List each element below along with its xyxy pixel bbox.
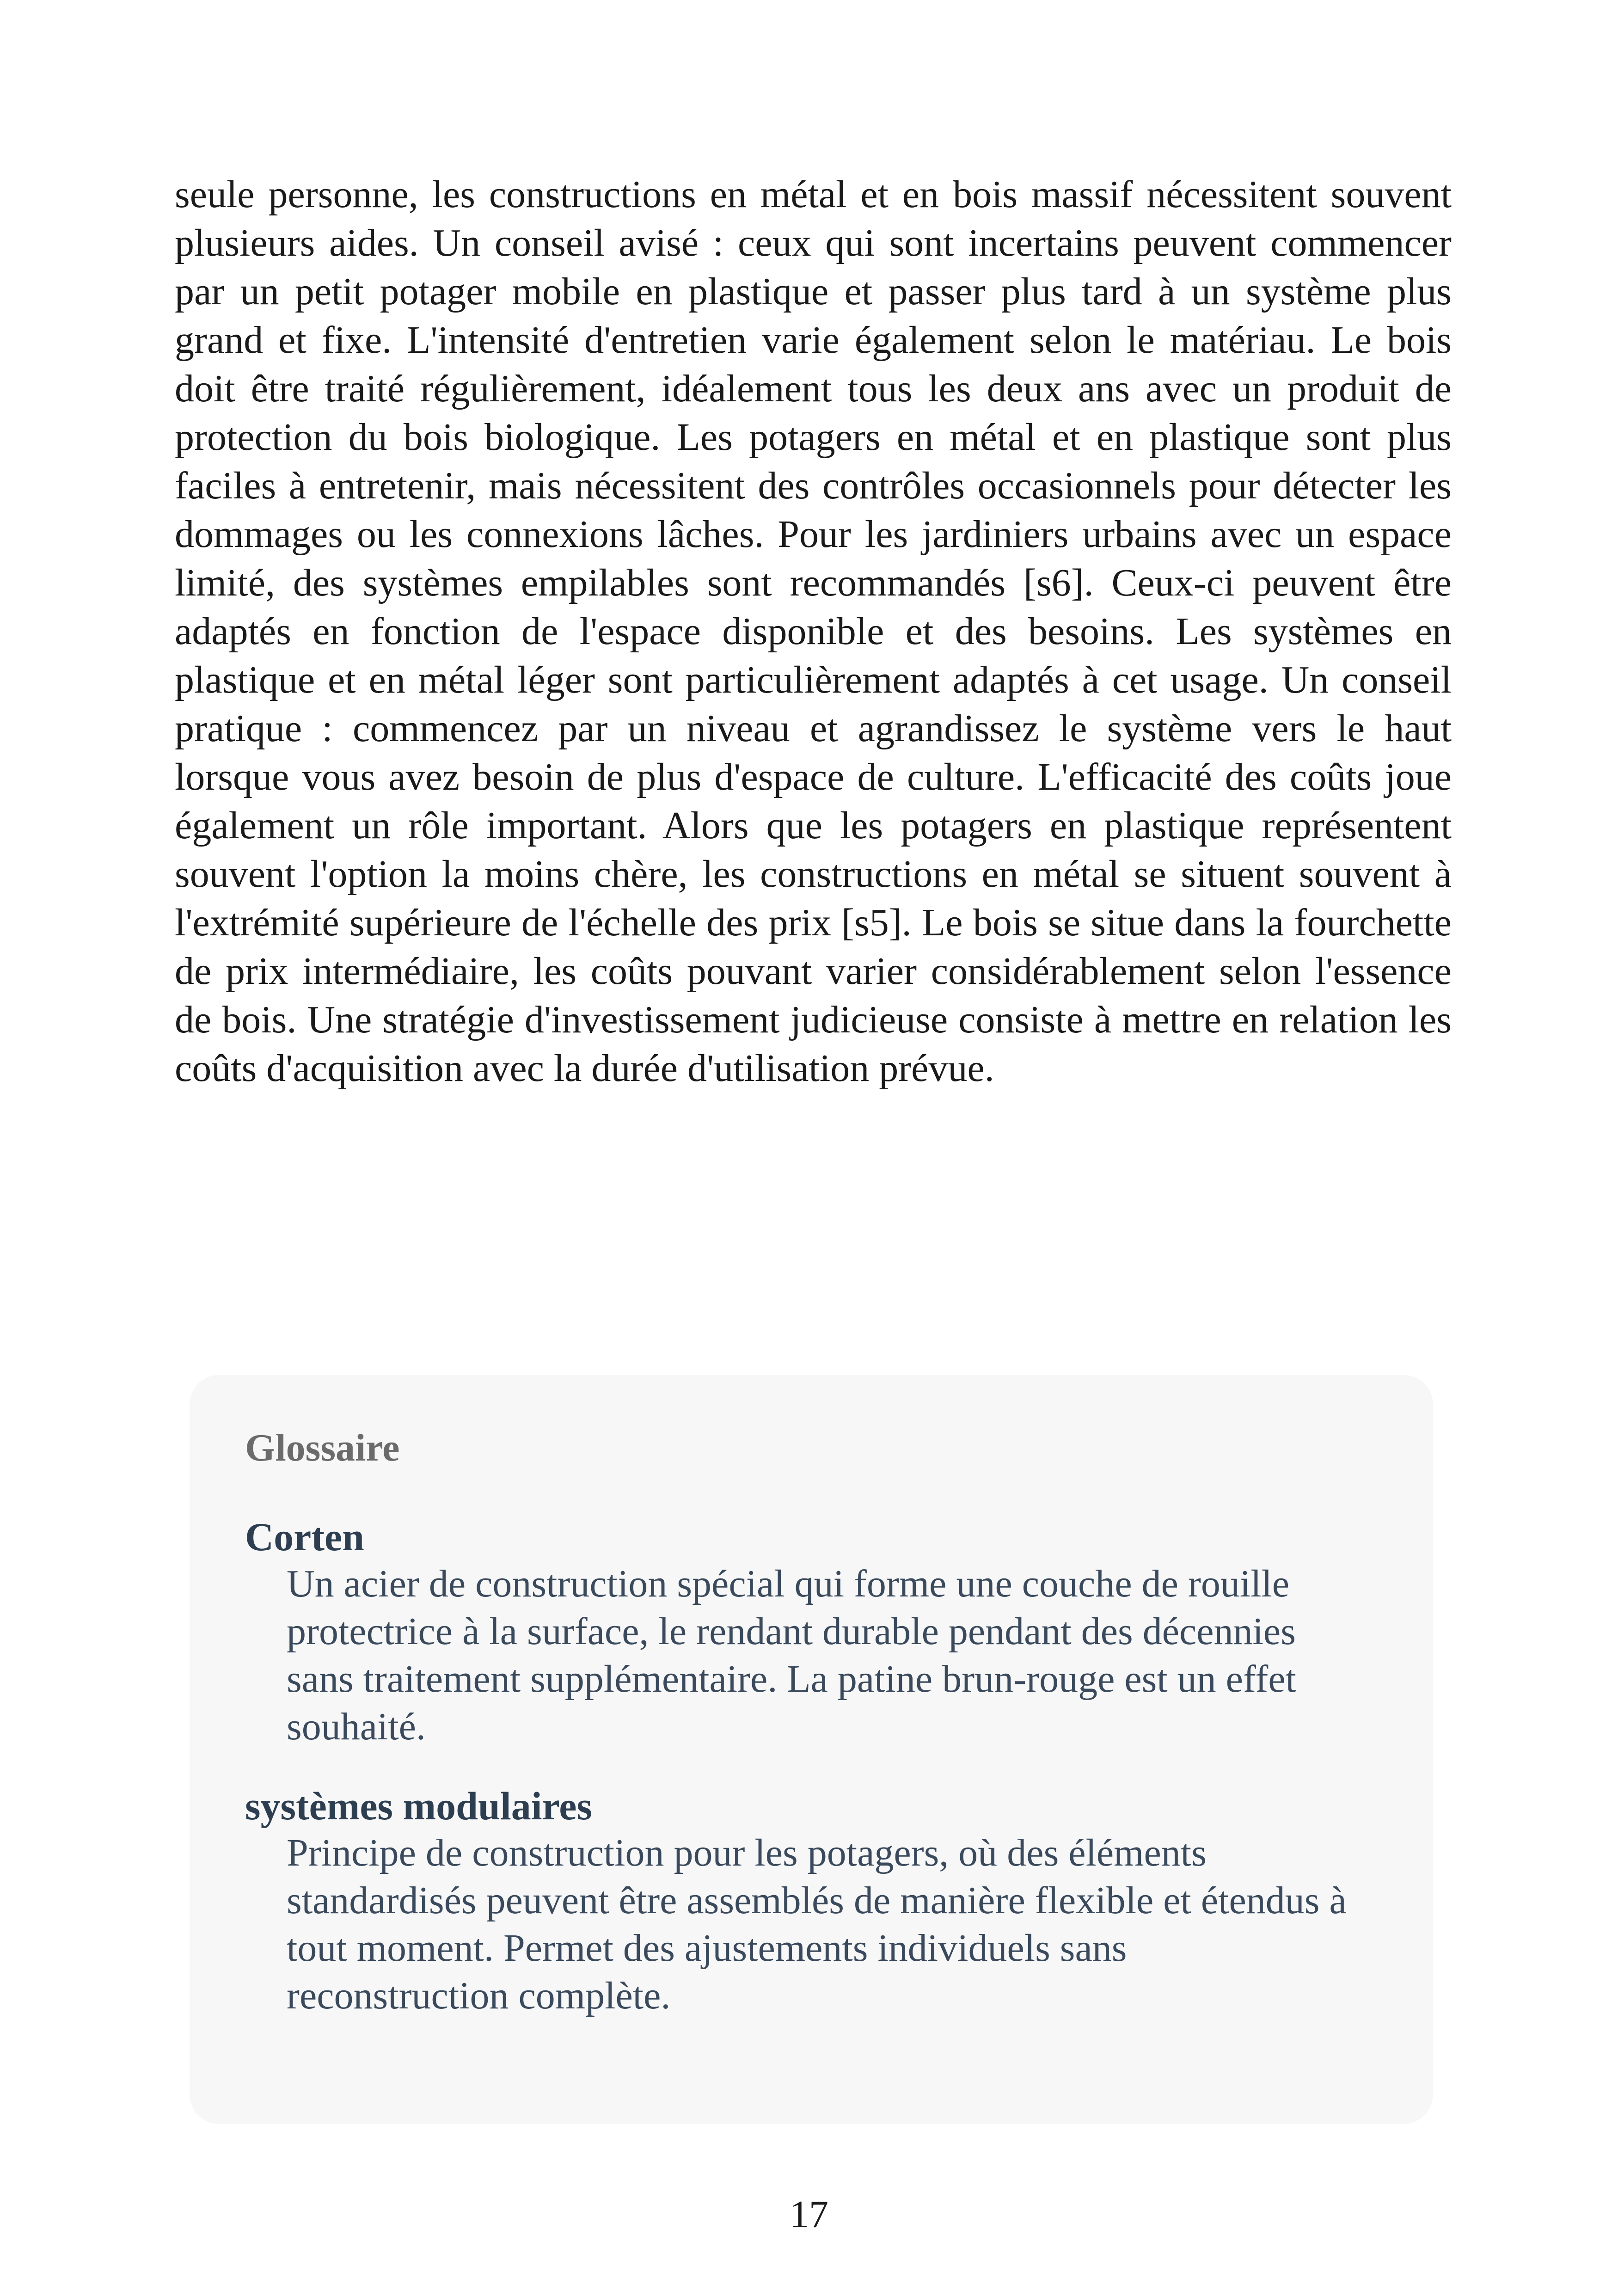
glossary-box xyxy=(190,1375,1433,2124)
glossary-term: Corten xyxy=(245,1515,364,1559)
glossary-term: systèmes modulaires xyxy=(245,1784,592,1828)
glossary-definition: Un acier de construction spécial qui forme une couche de rouille protectrice à la surface, le rendant durable pendant des décennies sans traitement supplémentaire. La patine brun-rouge est un effet souhaité. xyxy=(287,1562,1296,1748)
page-number: 17 xyxy=(790,2193,828,2236)
glossary-entry xyxy=(245,1514,1378,1750)
glossary-definition: Principe de construction pour les potagers, où des éléments standardisés peuvent être assemblés de manière flexible et étendus à tout moment. Permet des ajustements individuels sans reconstruction complète. xyxy=(287,1831,1347,2017)
glossary-entry xyxy=(245,1783,1378,2020)
glossary-title: Glossaire xyxy=(245,1426,400,1469)
body-paragraph: seule personne, les constructions en métal et en bois massif nécessitent souvent plusieurs aides. Un conseil avisé : ceux qui sont incertains peuvent commencer par un petit potager mobile en plastique et passer plus tard à un système plus grand et fixe. L'intensité d'entretien varie également selon le matériau. Le bois doit être traité régulièrement, idéalement tous les deux ans avec un produit de protection du bois biologique. Les potagers en métal et en plastique sont plus faciles à entretenir, mais nécessitent des contrôles occasionnels pour détecter les dommages ou les connexions lâches. Pour les jardiniers urbains avec un espace limité, des systèmes empilables sont recommandés [s6]. Ceux-ci peuvent être adaptés en fonction de l'espace disponible et des besoins. Les systèmes en plastique et en métal léger sont particulièrement adaptés à cet usage. Un conseil pratique : commencez par un niveau et agrandissez le système vers le haut lorsque vous avez besoin de plus d'espace de culture. L'efficacité des coûts joue également un rôle important. Alors que les potagers en plastique représentent souvent l'option la moins chère, les constructions en métal se situent souvent à l'extrémité supérieure de l'échelle des prix [s5]. Le bois se situe dans la fourchette de prix intermédiaire, les coûts pouvant varier considérablement selon l'essence de bois. Une stratégie d'investissement judicieuse consiste à mettre en relation les coûts d'acquisition avec la durée d'utilisation prévue. xyxy=(175,173,1452,1090)
